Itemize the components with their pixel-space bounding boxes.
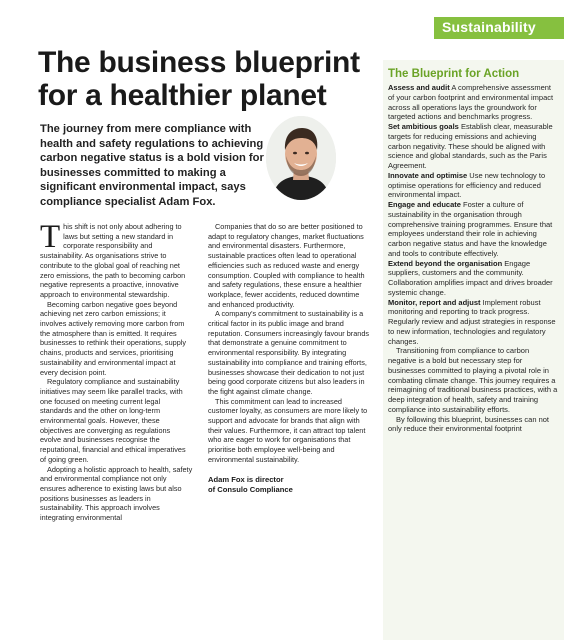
author-byline	[208, 475, 372, 495]
blueprint-sidebar	[388, 68, 558, 434]
action-text: Establish clear, measurable targets for reducing emissions and achieving carbon negativity. These should be aligned with science and global standards, such as the Paris Agreement.	[388, 122, 553, 170]
action-term: Monitor, report and adjust	[388, 297, 481, 307]
action-item	[388, 83, 558, 122]
paragraph: This commitment can lead to increased customer loyalty, as consumers are more likely to support and advocate for brands that align with their values. Furthermore, it can attract top talent who are eager to work for organisations that prioritise both employee well-being and environmental sustainability.	[208, 396, 368, 464]
section-tag	[434, 17, 564, 39]
paragraph: Adopting a holistic approach to health, safety and environmental compliance not only ensures adherence to existing laws but also positions businesses as leaders in sustainability. This approach involves integrating environmental	[40, 464, 193, 523]
action-text: Implement robust monitoring and reporting to track progress. Regularly review and adjust strategies in response to new information, technologies and regulatory changes.	[388, 297, 556, 346]
portrait-photo	[266, 116, 336, 200]
article-title	[38, 46, 378, 112]
action-text: Foster a culture of sustainability in the organisation through comprehensive training programmes. Ensure that employees understand their role in achieving carbon negative status and have the knowledge and tools to contribute effectively.	[388, 200, 553, 258]
paragraph-text: his shift is not only about adhering to laws but setting a new standard in corporate responsibility and sustainability. As organisations strive to contribute to the global goal of reaching net zero emissions, the path to becoming carbon negative represents a proactive, innovative approach to environmental stewardship.	[40, 222, 186, 299]
sidebar-body	[388, 83, 558, 434]
paragraph: Regulatory compliance and sustainability initiatives may seem like parallel tracks, with one focused on meeting current legal standards and the other on long-term environmental goals. However, these objectives are converging as regulations evolve and businesses recognise the reputational, financial and ethical imperatives of going green.	[40, 377, 186, 464]
article-column-1	[40, 219, 193, 523]
standfirst: The journey from mere compliance with health and safety regulations to achieving carbon negative status is a bold vision for businesses committed to making a significant environmental impact, says compliance specialist Adam Fox.	[40, 123, 264, 208]
action-text: Use new technology to optimise operations for efficiency and reduced environmental impact.	[388, 170, 546, 200]
action-term: Assess and audit	[388, 83, 450, 92]
action-text: Engage suppliers, customers and the community. Collaboration amplifies impact and drives broader systemic change.	[388, 258, 553, 297]
article-column-2	[208, 222, 372, 495]
paragraph	[40, 219, 193, 300]
section-label: Sustainability	[442, 19, 536, 35]
sidebar-heading: The Blueprint for Action	[388, 68, 520, 80]
drop-cap: T	[40, 219, 61, 255]
action-term: Extend beyond the organisation	[388, 258, 503, 268]
paragraph: Companies that do so are better positioned to adapt to regulatory changes, market fluctuations and environmental disasters. Furthermore, sustainable practices often lead to operational efficiencies such as reduced waste and energy consumption. Coupled with compliance to health and safety regulations, these ensure a healthier workplace, fewer accidents, reduced downtime and enhanced productivity.	[208, 222, 365, 309]
closing-paragraph: Transitioning from compliance to carbon negative is a bold but necessary step for businesses committed to playing a pivotal role in combating climate change. This journey requires a reimagining of traditional business practices, with a deep integration of health, safety and training compliance into sustainability efforts.	[388, 346, 558, 414]
action-item	[388, 200, 558, 259]
author-portrait	[266, 116, 336, 200]
action-item	[388, 122, 558, 171]
byline-line-1: Adam Fox is director	[208, 474, 284, 484]
action-term: Set ambitious goals	[388, 122, 459, 131]
action-term: Innovate and optimise	[388, 170, 468, 180]
action-item	[388, 259, 558, 298]
title-line-2: for a healthier planet	[38, 79, 327, 112]
action-item	[388, 298, 558, 347]
action-text: A comprehensive assessment of your carbon footprint and environmental impact across all operations lays the groundwork for targeted actions and benchmarks progress.	[388, 83, 554, 122]
closing-paragraph: By following this blueprint, businesses can not only reduce their environmental footprint	[388, 414, 550, 434]
paragraph: Becoming carbon negative goes beyond achieving net zero carbon emissions; it involves actively removing more carbon from the atmosphere than is emitted. It requires businesses to rethink their operations, supply chains, products and services, prioritising sustainability and environmental impact at every decision point.	[40, 299, 187, 377]
paragraph: A company's commitment to sustainability is a critical factor in its public image and brand reputation. Consumers increasingly favour brands that demonstrate a genuine commitment to environmental responsibility. By integrating sustainability into compliance and training efforts, businesses showcase their dedication to not just being good corporate citizens but also leaders in the fight against climate change.	[208, 309, 370, 396]
byline-line-2: of Consulo Compliance	[208, 484, 293, 494]
title-line-1: The business blueprint	[38, 46, 360, 79]
action-term: Engage and educate	[388, 200, 461, 209]
action-item	[388, 171, 558, 200]
